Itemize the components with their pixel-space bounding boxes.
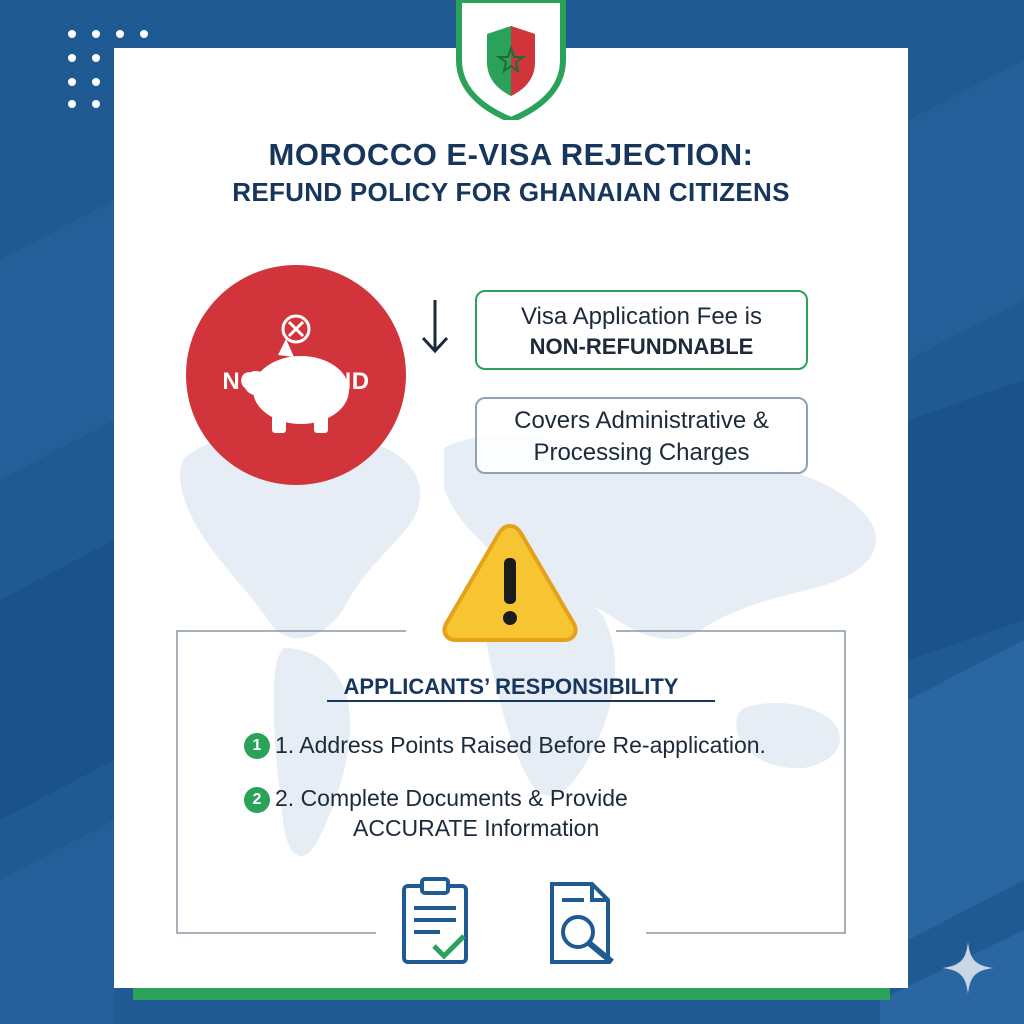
fee-info-box bbox=[475, 290, 808, 370]
responsibility-heading: APPLICANTS’ RESPONSIBILITY bbox=[343, 674, 679, 699]
fee-line-1: Visa Application Fee is bbox=[520, 303, 763, 330]
sparkle-icon bbox=[940, 940, 996, 996]
warning-triangle-icon bbox=[440, 520, 580, 644]
step-1-badge: 1 bbox=[244, 733, 270, 759]
page-title: MOROCCO E-VISA REJECTION: bbox=[268, 137, 754, 172]
clipboard-check-icon bbox=[400, 876, 470, 966]
heading-underline bbox=[327, 700, 715, 702]
step-2-badge: 2 bbox=[244, 787, 270, 813]
step-1-text: 1. Address Points Raised Before Re-application. bbox=[275, 732, 766, 758]
charges-line-2: Processing Charges bbox=[533, 439, 750, 466]
arrow-down-icon bbox=[418, 298, 452, 356]
no-refund-label: NO REFUND bbox=[222, 368, 370, 395]
step-2-text-continued: ACCURATE Information bbox=[353, 815, 600, 841]
page-subtitle: REFUND POLICY FOR GHANAIAN CITIZENS bbox=[232, 177, 790, 207]
document-search-icon bbox=[548, 880, 620, 966]
card-accent-bar bbox=[133, 988, 890, 1000]
fee-line-2: NON-REFUNDNABLE bbox=[529, 334, 754, 359]
step-2-text: 2. Complete Documents & Provide bbox=[275, 785, 628, 811]
charges-line-1: Covers Administrative & bbox=[514, 407, 769, 434]
charges-info-box bbox=[475, 397, 808, 474]
morocco-flag-shield-icon bbox=[455, 0, 567, 120]
